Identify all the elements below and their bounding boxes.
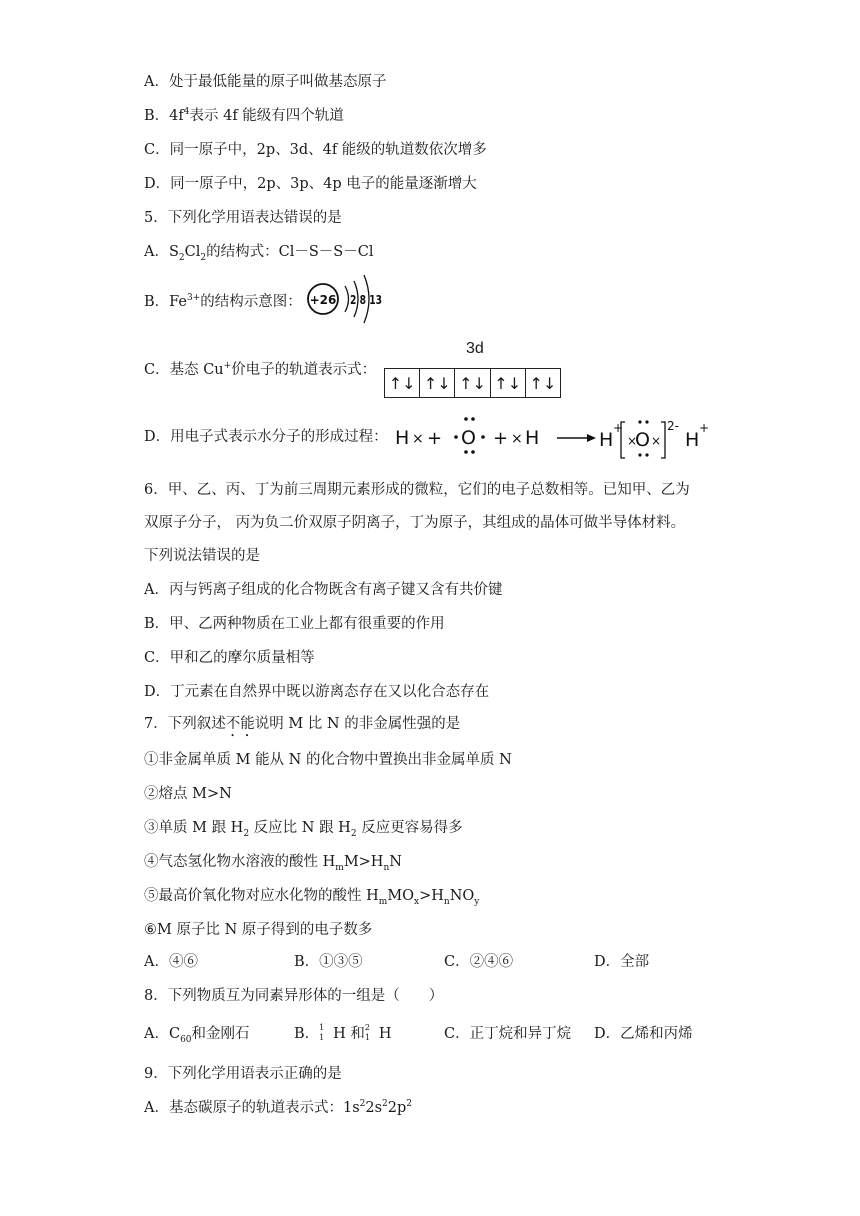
q7-statement-4: ④气态氢化物水溶液的酸性 $H_mM>H_nN$ (144, 854, 402, 873)
orbital-diagram-3d (384, 368, 561, 398)
svg-text:H: H (395, 427, 410, 449)
orbital-3d-label: 3d (466, 340, 484, 357)
svg-text:×: × (651, 434, 662, 448)
q6-stem-line2: 双原子分子， 丙为负二价双原子阴离子，丁为原子，其组成的晶体可做半导体材料。 (144, 515, 686, 531)
q7-statement-5: ⑤最高价氧化物对应水化物的酸性 $H_mMO_x>H_nNO_y$ (144, 888, 480, 907)
q7-option-d: D．全部 (594, 954, 650, 970)
emphasized-not: 不能 (225, 716, 255, 732)
q5-stem: 5．下列化学用语表达错误的是 (144, 210, 342, 226)
isotope-notation-1: 1 1 (319, 1023, 325, 1042)
q5-option-b: B．$Fe^{3+}$的结构示意图： (144, 293, 302, 310)
nucleus-label: +26 (309, 293, 337, 307)
svg-text:×: × (412, 431, 424, 447)
svg-text:O: O (635, 429, 650, 451)
water-formation-equation (395, 412, 725, 462)
q7-stem: 7．下列叙述不能说明 M 比 N 的非金属性强的是 (144, 716, 461, 732)
q8-option-a: A．$C_{60}$和金刚石 (144, 1026, 250, 1045)
q4-option-b: B．$4f^4$表示 4f 能级有四个轨道 (144, 107, 344, 124)
shell-electron-counts: 2 8 13 (350, 293, 382, 307)
q6-option-b: B．甲、乙两种物质在工业上都有很重要的作用 (144, 616, 445, 632)
q9-stem: 9．下列化学用语表示正确的是 (144, 1066, 342, 1082)
q7-statement-3: ③单质 M 跟 $H_2$ 反应比 N 跟 $H_2$ 反应更容易得多 (144, 820, 463, 839)
svg-text:O: O (461, 427, 476, 449)
q6-stem-line3: 下列说法错误的是 (144, 548, 260, 564)
q7-option-a: A．④⑥ (144, 954, 198, 970)
orbital-cell: ↑↓ (385, 369, 420, 397)
orbital-cell: ↑↓ (455, 369, 490, 397)
q7-statement-2: ②熔点 M>N (144, 786, 232, 802)
svg-text:H: H (525, 427, 540, 449)
fe3-structure-diagram (305, 272, 395, 328)
svg-text:H: H (599, 429, 614, 451)
svg-text:2-: 2- (667, 419, 679, 433)
q5-option-d: D．用电子式表示水分子的形成过程： (144, 429, 388, 445)
orbital-cell: ↑↓ (420, 369, 455, 397)
svg-text:+: + (427, 428, 443, 449)
q6-option-c: C．甲和乙的摩尔质量相等 (144, 650, 315, 666)
q9-option-a: A．基态碳原子的轨道表示式：$1s^22s^22p^2$ (144, 1099, 413, 1116)
q6-option-d: D．丁元素在自然界中既以游离态存在又以化合态存在 (144, 684, 490, 700)
q4-option-c: C．同一原子中，2p、3d、4f 能级的轨道数依次增多 (144, 142, 487, 158)
q7-statement-6: ⑥M 原子比 N 原子得到的电子数多 (144, 922, 373, 938)
q4-option-d: D．同一原子中，2p、3p、4p 电子的能量逐渐增大 (144, 176, 477, 192)
q7-option-b: B．①③⑤ (294, 954, 363, 970)
q8-option-c: C．正丁烷和异丁烷 (444, 1026, 572, 1042)
svg-text:H: H (685, 429, 700, 451)
q8-option-d: D．乙烯和丙烯 (594, 1026, 693, 1042)
q4-option-a: A．处于最低能量的原子叫做基态原子 (144, 74, 387, 90)
q8-option-b: B． 1 1 H 和 2 1 H (294, 1023, 392, 1042)
svg-text:+: + (613, 421, 624, 435)
svg-text:+: + (493, 428, 509, 449)
svg-text:×: × (627, 434, 638, 448)
orbital-cell: ↑↓ (491, 369, 526, 397)
q8-stem: 8．下列物质互为同素异形体的一组是（ ） (144, 988, 444, 1004)
q6-stem-line1: 6．甲、乙、丙、丁为前三周期元素形成的微粒，它们的电子总数相等。已知甲、乙为 (144, 482, 690, 498)
orbital-cell: ↑↓ (529, 373, 557, 393)
q6-option-a: A．丙与钙离子组成的化合物既含有离子键又含有共价键 (144, 582, 503, 598)
q5-option-c: C．基态 Cu+价电子的轨道表示式： (144, 361, 377, 378)
q5-option-a: A．$S_2Cl_2$的结构式：Cl－S－S－Cl (144, 244, 374, 263)
isotope-notation-2: 2 1 (364, 1023, 371, 1042)
q7-statement-1: ①非金属单质 M 能从 N 的化合物中置换出非金属单质 N (144, 752, 512, 768)
svg-text:+: + (699, 421, 710, 435)
q7-option-c: C．②④⑥ (444, 954, 514, 970)
svg-text:×: × (511, 431, 523, 447)
